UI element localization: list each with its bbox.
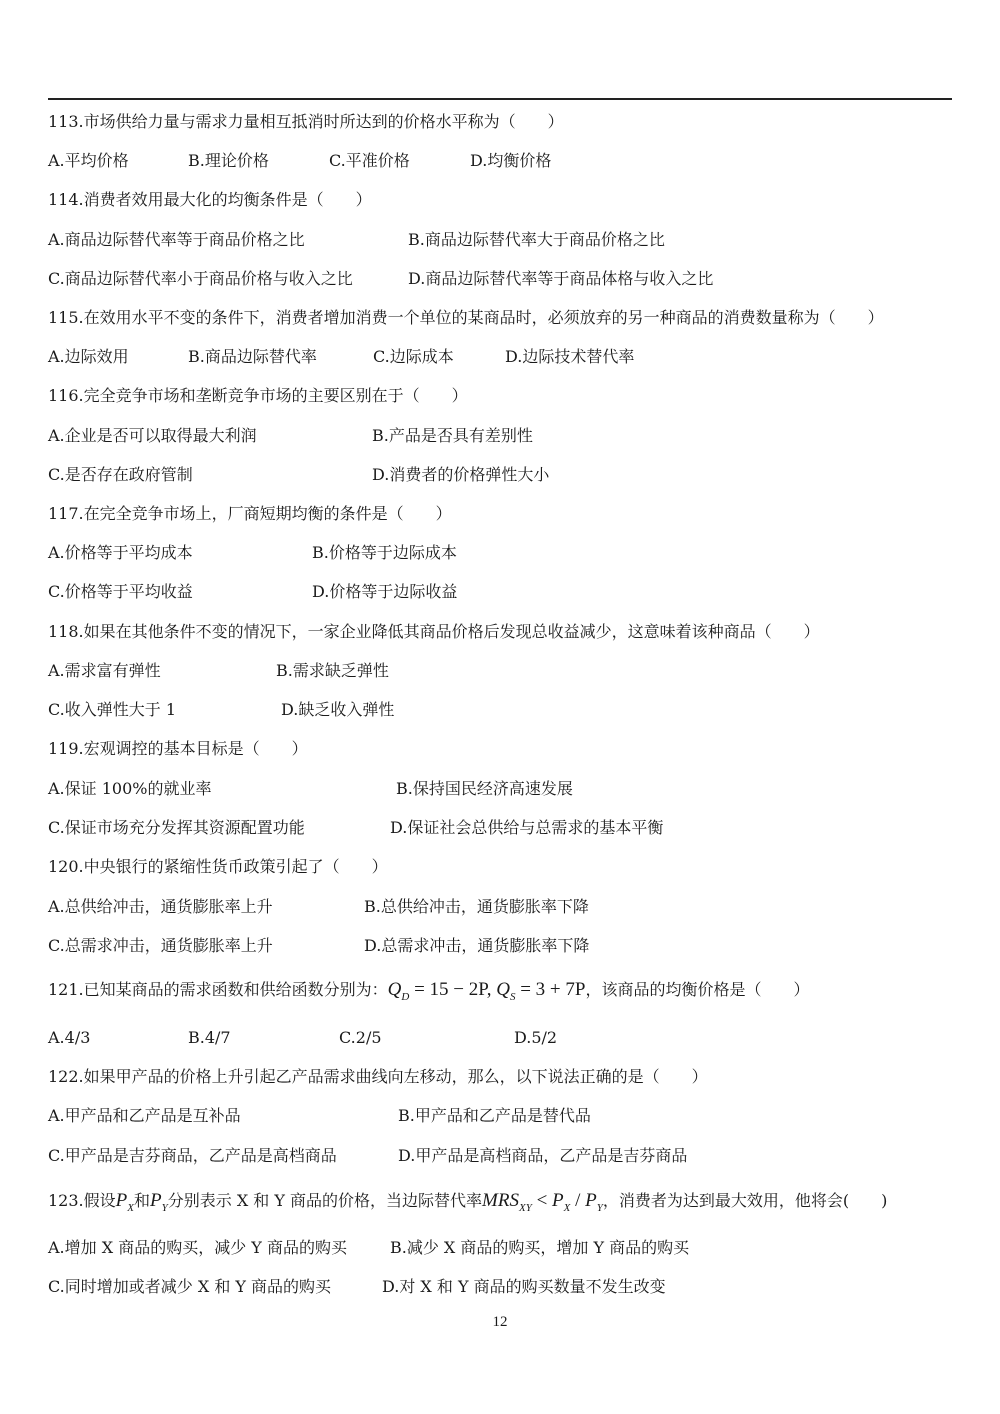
option-b: B.产品是否具有差别性 (372, 426, 533, 445)
option-a: A.4/3 (48, 1028, 91, 1047)
question-122-options-row1 (48, 1106, 952, 1126)
question-122-options-row2 (48, 1146, 952, 1166)
option-b: B.4/7 (188, 1028, 231, 1047)
question-123-stem: 123.假设$P_X$和$P_Y$分别表示 X 和 Y 商品的价格，当边际替代率$MRS_{XY} < P_X / P_Y$，消费者为达到最大效用，他将会( ) (48, 1190, 888, 1214)
question-114-options-row1 (48, 230, 952, 250)
option-d: D.总需求冲击，通货膨胀率下降 (364, 936, 590, 955)
demand-function: $Q_D = 15 - 2P$, $Q_S = 3 + 7P$ (387, 979, 586, 1003)
option-d: D.消费者的价格弹性大小 (372, 465, 550, 484)
option-a: A.总供给冲击，通货膨胀率上升 (48, 897, 273, 916)
option-c: C.平准价格 (329, 151, 410, 170)
option-c: C.甲产品是吉芬商品，乙产品是高档商品 (48, 1146, 337, 1165)
price-x: $P_X$ (115, 1190, 134, 1214)
option-d: D.对 X 和 Y 商品的购买数量不发生改变 (382, 1277, 666, 1296)
option-a: A.商品边际替代率等于商品价格之比 (48, 230, 305, 249)
option-b: B.保持国民经济高速发展 (396, 779, 573, 798)
stem-text: 121.已知某商品的需求函数和供给函数分别为： (48, 980, 388, 999)
option-a: A.增加 X 商品的购买，减少 Y 商品的购买 (48, 1238, 347, 1257)
question-120-options-row2 (48, 936, 952, 956)
question-115-stem: 115.在效用水平不变的条件下，消费者增加消费一个单位的某商品时，必须放弃的另一种商品的消费数量称为（ ） (48, 308, 884, 327)
question-117-stem: 117.在完全竞争市场上，厂商短期均衡的条件是（ ） (48, 504, 452, 523)
question-116-options-row1 (48, 426, 952, 446)
question-123-options-row2 (48, 1277, 952, 1297)
option-a: A.平均价格 (48, 151, 129, 170)
question-114-stem: 114.消费者效用最大化的均衡条件是（ ） (48, 190, 372, 209)
option-b: B.商品边际替代率大于商品价格之比 (408, 230, 665, 249)
question-116-stem: 116.完全竞争市场和垄断竞争市场的主要区别在于（ ） (48, 386, 468, 405)
option-d: D.缺乏收入弹性 (281, 700, 395, 719)
question-122-stem: 122.如果甲产品的价格上升引起乙产品需求曲线向左移动，那么，以下说法正确的是（ ） (48, 1067, 708, 1086)
option-b: B.价格等于边际成本 (312, 543, 457, 562)
question-117-options-row2 (48, 582, 952, 602)
option-d: D.价格等于边际收益 (312, 582, 458, 601)
question-113-stem: 113.市场供给力量与需求力量相互抵消时所达到的价格水平称为（ ） (48, 112, 564, 131)
option-c: C.边际成本 (373, 347, 454, 366)
option-a: A.需求富有弹性 (48, 661, 161, 680)
option-c: C.价格等于平均收益 (48, 582, 193, 601)
question-120-stem: 120.中央银行的紧缩性货币政策引起了（ ） (48, 857, 388, 876)
option-a: A.企业是否可以取得最大利润 (48, 426, 257, 445)
question-123-options-row1 (48, 1238, 952, 1258)
question-120-options-row1 (48, 897, 952, 917)
question-118-options-row1 (48, 661, 952, 681)
mrs-inequality: $MRS_{XY} < P_X / P_Y$ (482, 1190, 603, 1214)
option-c: C.2/5 (339, 1028, 382, 1047)
question-119-options-row1 (48, 779, 952, 799)
option-d: D.5/2 (514, 1028, 558, 1047)
option-c: C.商品边际替代率小于商品价格与收入之比 (48, 269, 353, 288)
question-121-options (48, 1028, 952, 1048)
option-b: B.理论价格 (188, 151, 269, 170)
page-number: 12 (492, 1314, 508, 1330)
option-a: A.保证 100%的就业率 (48, 779, 212, 798)
question-121-stem (48, 980, 809, 1007)
option-d: D.边际技术替代率 (505, 347, 635, 366)
option-a: A.甲产品和乙产品是互补品 (48, 1106, 241, 1125)
question-116-options-row2 (48, 465, 952, 485)
option-c: C.是否存在政府管制 (48, 465, 193, 484)
option-a: A.价格等于平均成本 (48, 543, 193, 562)
option-b: B.需求缺乏弹性 (276, 661, 389, 680)
option-b: B.总供给冲击，通货膨胀率下降 (364, 897, 589, 916)
header-rule (48, 98, 952, 100)
question-119-stem: 119.宏观调控的基本目标是（ ） (48, 739, 308, 758)
question-117-options-row1 (48, 543, 952, 563)
question-115-options (48, 347, 952, 367)
option-b: B.甲产品和乙产品是替代品 (398, 1106, 591, 1125)
stem-text-end: ，该商品的均衡价格是（ ） (585, 980, 810, 999)
price-y: $P_Y$ (150, 1190, 168, 1214)
question-113-options (48, 151, 952, 171)
question-119-options-row2 (48, 818, 952, 838)
option-d: D.保证社会总供给与总需求的基本平衡 (390, 818, 664, 837)
option-d: D.均衡价格 (470, 151, 552, 170)
option-c: C.同时增加或者减少 X 和 Y 商品的购买 (48, 1277, 332, 1296)
option-c: C.收入弹性大于 1 (48, 700, 177, 719)
option-d: D.甲产品是高档商品，乙产品是吉芬商品 (398, 1146, 688, 1165)
option-d: D.商品边际替代率等于商品体格与收入之比 (408, 269, 714, 288)
option-c: C.总需求冲击，通货膨胀率上升 (48, 936, 273, 955)
option-b: B.减少 X 商品的购买，增加 Y 商品的购买 (390, 1238, 690, 1257)
option-a: A.边际效用 (48, 347, 129, 366)
question-114-options-row2 (48, 269, 952, 289)
option-c: C.保证市场充分发挥其资源配置功能 (48, 818, 305, 837)
question-118-stem: 118.如果在其他条件不变的情况下，一家企业降低其商品价格后发现总收益减少，这意味着该种商品（ ） (48, 622, 820, 641)
option-b: B.商品边际替代率 (188, 347, 317, 366)
question-118-options-row2 (48, 700, 952, 720)
